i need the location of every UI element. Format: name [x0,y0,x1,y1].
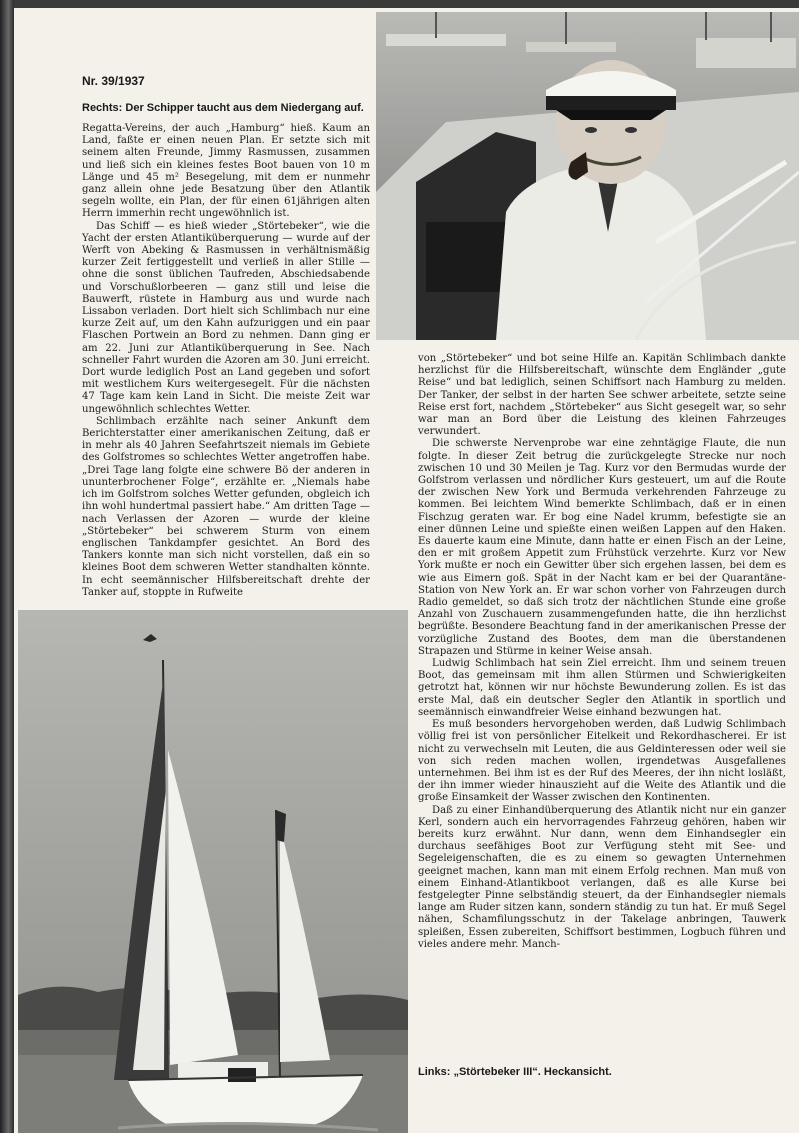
paragraph: Schlimbach erzählte nach seiner Ankunft dem Berichterstatter einer amerikanischen Zeitung, daß er in mehr als 40 Jahren Seefahrtszeit niemals im Gebiete des Golfstromes so schlechtes Wetter angetroffen habe. „Drei Tage lang folgte eine schwere Bö der anderen in ununterbrochener Folge“, erzählte er. „Niemals habe ich im Golfstrom solches Wetter gefunden, obgleich ich ihn wohl hundertmal passiert habe.“ Am dritten Tage — nach Verlassen der Azoren — wurde der kleine „Störtebeker“ bei schwerem Sturm von einem englischen Tankdampfer gesichtet. An Bord des Tankers konnte man sich nicht vorstellen, daß ein so kleines Boot dem schweren Wetter standhalten könnte. In echt seemännischer Hilfsbereitschaft drehte der Tanker auf, stoppte in Rufweite [82,415,370,598]
page-binding-shadow [0,0,14,1133]
right-photo-caption: Rechts: Der Schipper taucht aus dem Niedergang auf. [82,102,364,114]
paragraph: Das Schiff — es hieß wieder „Störtebeker“, wie die Yacht der ersten Atlantiküberquerung — wurde auf der Werft von Abeking & Rasmussen in verhältnismäßig kurzer Zeit fertiggestellt und verließ in aller Stille — ohne die sonst üblichen Taufreden, Abschiedsabende und Vorschußlorbeeren — ganz still und leise die Bauwerft, rüstete in Hamburg aus und wurde nach Lissabon verladen. Dort hielt sich Schlimbach nur eine kurze Zeit auf, um den Kahn aufzuriggen und ein paar Flaschen Portwein an Bord zu nehmen. Dann ging er am 22. Juni zur Atlantiküberquerung in See. Nach schneller Fahrt wurden die Azoren am 30. Juni erreicht. Dort wurde lediglich Post an Land gegeben und sofort mit westlichem Kurs weitergesegelt. Für die nächsten 47 Tage kam kein Land in Sicht. Die meiste Zeit war ungewöhnlich schlechtes Wetter. [82,220,370,415]
left-column-text [82,123,370,599]
paragraph: Es muß besonders hervorgehoben werden, daß Ludwig Schlimbach völlig frei ist von persönlicher Eitelkeit und Rekordhascherei. Er ist nicht zu verwechseln mit Leuten, die aus Geldinteressen oder weil sie von sich reden machen wollen, irgendetwas Ausgefallenes unternehmen. Bei ihm ist es der Ruf des Meeres, der ihn nicht losläßt, der ihn immer wieder hinauszieht auf die Weite des Atlantik und die große Einsamkeit der Wasser zwischen den Kontinenten. [418,719,786,804]
magazine-page [14,8,799,1133]
paragraph: von „Störtebeker“ und bot seine Hilfe an. Kapitän Schlimbach dankte herzlichst für die Hilfsbereitschaft, wünschte dem Engländer „gute Reise“ und bat lediglich, seinen Schiffsort nach Hamburg zu melden. Der Tanker, der selbst in der harten See schwer arbeitete, setzte seine Reise erst fort, nachdem „Störtebeker“ aus Sicht gesegelt war, so sehr war man an Bord über die Leistung des kleinen Fahrzeuges verwundert. [418,353,786,438]
sailboat-photo-drawing [18,610,408,1133]
skipper-photo-drawing [376,12,799,340]
paragraph: Ludwig Schlimbach hat sein Ziel erreicht. Ihm und seinem treuen Boot, das gemeinsam mit ihm allen Stürmen und Schwierigkeiten getrotzt hat, können wir nur höchste Bewunderung zollen. Es ist das erste Mal, daß ein deutscher Segler den Atlantik in sportlich und seemännisch einwandfreier Weise einhand bezwungen hat. [418,658,786,718]
skipper-photo [376,12,799,340]
paragraph: Regatta-Vereins, der auch „Hamburg“ hieß. Kaum an Land, faßte er einen neuen Plan. Er setzte sich mit seinem alten Freunde, Jimmy Rasmussen, zusammen und ließ sich ein kleines festes Boot bauen von 10 m Länge und 45 m² Besegelung, mit dem er nunmehr ganz allein ohne jede Besatzung über den Atlantik segeln wollte, ein Plan, der für einen 61jährigen alten Herrn immerhin recht ungewöhnlich ist. [82,123,370,220]
paragraph: Die schwerste Nervenprobe war eine zehntägige Flaute, die nun folgte. In dieser Zeit betrug die zurückgelegte Strecke nur noch zwischen 10 und 30 Meilen je Tag. Kurz vor den Bermudas wurde der Golfstrom verlassen und nördlicher Kurs gesteuert, um auf die Route der zwischen New York und Bermuda verkehrenden Fahrzeuge zu kommen. Bei leichtem Wind bemerkte Schlimbach, daß er in einen Fischzug geraten war. Er bog eine Nadel krumm, befestigte sie an einer dünnen Leine und spießte einen weißen Lappen auf den Haken. Es dauerte kaum eine Minute, dann hatte er einen Fisch an der Leine, den er mit großem Appetit zum Frühstück verzehrte. Kurz vor New York mußte er noch ein Gewitter über sich ergehen lassen, bei dem es wie aus Eimern goß. Spät in der Nacht kam er bei der Quarantäne-Station von New York an. Er war schon vorher von Fahrzeugen durch Radio gemeldet, so daß sich trotz der nächtlichen Stunde eine große Anzahl von Zuschauern zusammengefunden hatte, die ihn herzlichst begrüßte. Besondere Beachtung fand in der amerikanischen Presse der vorzügliche Zustand des Bootes, dem man die überstandenen Strapazen und Stürme in keiner Weise ansah. [418,438,786,657]
sailboat-photo [18,610,408,1133]
paragraph: Daß zu einer Einhandüberquerung des Atlantik nicht nur ein ganzer Kerl, sondern auch ein hervorragendes Fahrzeug gehören, haben wir bereits kurz erwähnt. Nur dann, wenn dem Einhandsegler ein durchaus seefähiges Boot zur Verfügung steht mit See- und Segeleigenschaften, die es zu einem so gewagten Unternehmen geeignet machen, kann man mit einem Erfolg rechnen. Man muß von einem Einhand-Atlantikboot verlangen, daß es alle Kurse bei festgelegter Pinne selbständig steuert, da der Einhandsegler niemals lange am Ruder sitzen kann, sondern ständig zu tun hat. Er muß Segel nähen, Schamfilungsschutz in der Takelage anbringen, Tauwerk spleißen, Essen zubereiten, Schiffsort bestimmen, Logbuch führen und vieles andere mehr. Manch- [418,804,786,950]
left-photo-caption: Links: „Störtebeker III“. Heckansicht. [418,1066,612,1078]
right-column-text [418,353,786,951]
issue-number: Nr. 39/1937 [82,74,145,88]
